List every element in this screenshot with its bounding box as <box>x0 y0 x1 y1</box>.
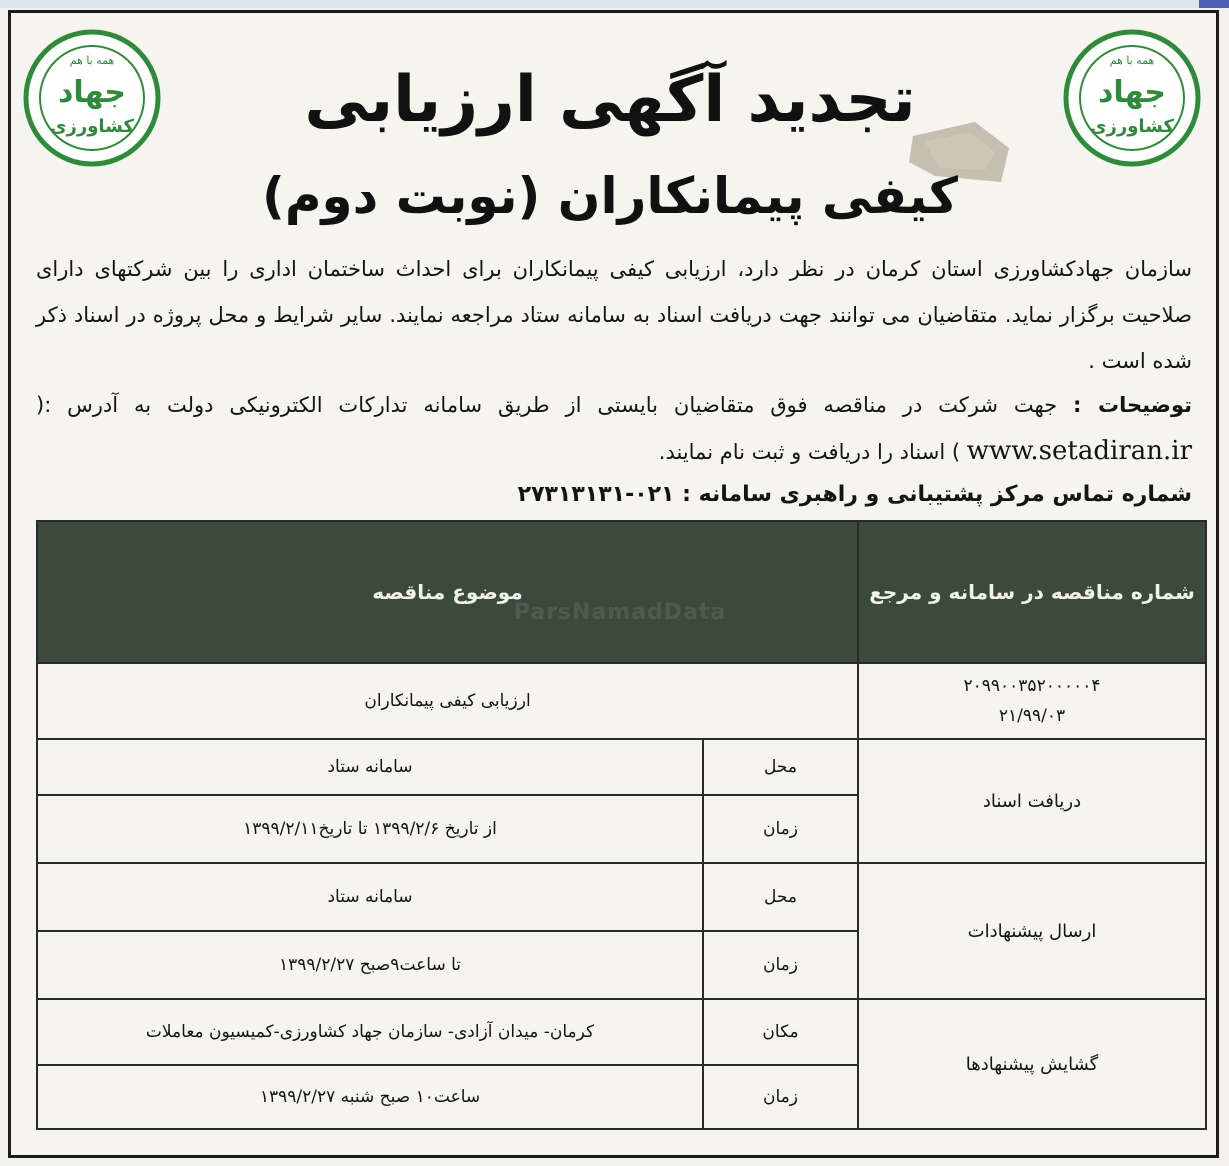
support-contact: شماره تماس مرکز پشتیبانی و راهبری سامانه : ۰۲۱-۲۷۳۱۳۱۳۱ <box>517 482 1192 507</box>
row-label: زمان <box>703 931 858 999</box>
row-label: محل <box>703 739 858 795</box>
table-row <box>37 863 1206 931</box>
watermark: ParsNamadData <box>513 600 727 625</box>
svg-text:جهاد: جهاد <box>1097 75 1167 110</box>
table-row <box>37 739 1206 795</box>
table-row <box>37 663 1206 739</box>
notes-label: توضیحات : <box>1073 393 1193 417</box>
ad-title: تجدید آگهی ارزیابی <box>304 63 916 137</box>
row-value: سامانه ستاد <box>37 739 703 795</box>
row-label: محل <box>703 863 858 931</box>
tender-number: ۲۰۹۹۰۰۳۵۲۰۰۰۰۰۴ <box>963 676 1101 696</box>
section-receive-docs: دریافت اسناد <box>858 739 1206 863</box>
row-value: از تاریخ ۱۳۹۹/۲/۶ تا تاریخ۱۳۹۹/۲/۱۱ <box>37 795 703 863</box>
row-value: ساعت۱۰ صبح شنبه ۱۳۹۹/۲/۲۷ <box>37 1065 703 1129</box>
notes-text: جهت شرکت در مناقصه فوق متقاضیان بایستی از طریق سامانه تدارکات الکترونیکی دولت به آدرس :( <box>36 393 1058 417</box>
row-label: مکان <box>703 999 858 1065</box>
notes-tail: ) اسناد را دریافت و ثبت نام نمایند. <box>658 440 961 464</box>
svg-text:جهاد: جهاد <box>57 75 127 110</box>
svg-text:همه با هم: همه با هم <box>1109 54 1155 67</box>
table-row <box>37 999 1206 1065</box>
jahad-keshavarzi-logo-left <box>22 28 162 168</box>
top-rule-accent <box>1199 0 1229 8</box>
row-label: زمان <box>703 1065 858 1129</box>
header-subject: موضوع مناقصه <box>37 521 858 663</box>
table-header-row <box>37 521 1206 663</box>
tender-code: ۲۱/۹۹/۰۳ <box>998 706 1066 726</box>
top-rule <box>0 0 1229 8</box>
setadiran-link[interactable]: www.setadiran.ir <box>966 436 1192 466</box>
row-value: کرمان- میدان آزادی- سازمان جهاد کشاورزی-کمیسیون معاملات <box>37 999 703 1065</box>
ad-notes <box>36 382 1192 475</box>
svg-text:کشاورزی: کشاورزی <box>50 116 134 137</box>
ad-subtitle: کیفی پیمانکاران (نوبت دوم) <box>262 167 958 225</box>
jahad-keshavarzi-logo-right <box>1062 28 1202 168</box>
svg-text:کشاورزی: کشاورزی <box>1090 116 1174 137</box>
tender-table <box>36 520 1207 1130</box>
section-open-offers: گشایش پیشنهادها <box>858 999 1206 1129</box>
tender-reference <box>858 663 1206 739</box>
row-value: سامانه ستاد <box>37 863 703 931</box>
ad-body: سازمان جهادکشاورزی استان کرمان در نظر دارد، ارزیابی کیفی پیمانکاران برای احداث ساختمان اداری را بین شرکتهای دارای صلاحیت برگزار نماید. متقاضیان می توانند جهت دریافت اسناد به سامانه ستاد مراجعه نمایند. سایر شرایط و محل پروژه در اسناد ذکر شده است . <box>36 257 1192 373</box>
row-value: تا ساعت۹صبح ۱۳۹۹/۲/۲۷ <box>37 931 703 999</box>
row-label: زمان <box>703 795 858 863</box>
svg-text:همه با هم: همه با هم <box>69 54 115 67</box>
tender-subject: ارزیابی کیفی پیمانکاران <box>37 663 858 739</box>
section-submit-offers: ارسال پیشنهادات <box>858 863 1206 999</box>
header-ref: شماره مناقصه در سامانه و مرجع <box>858 521 1206 663</box>
